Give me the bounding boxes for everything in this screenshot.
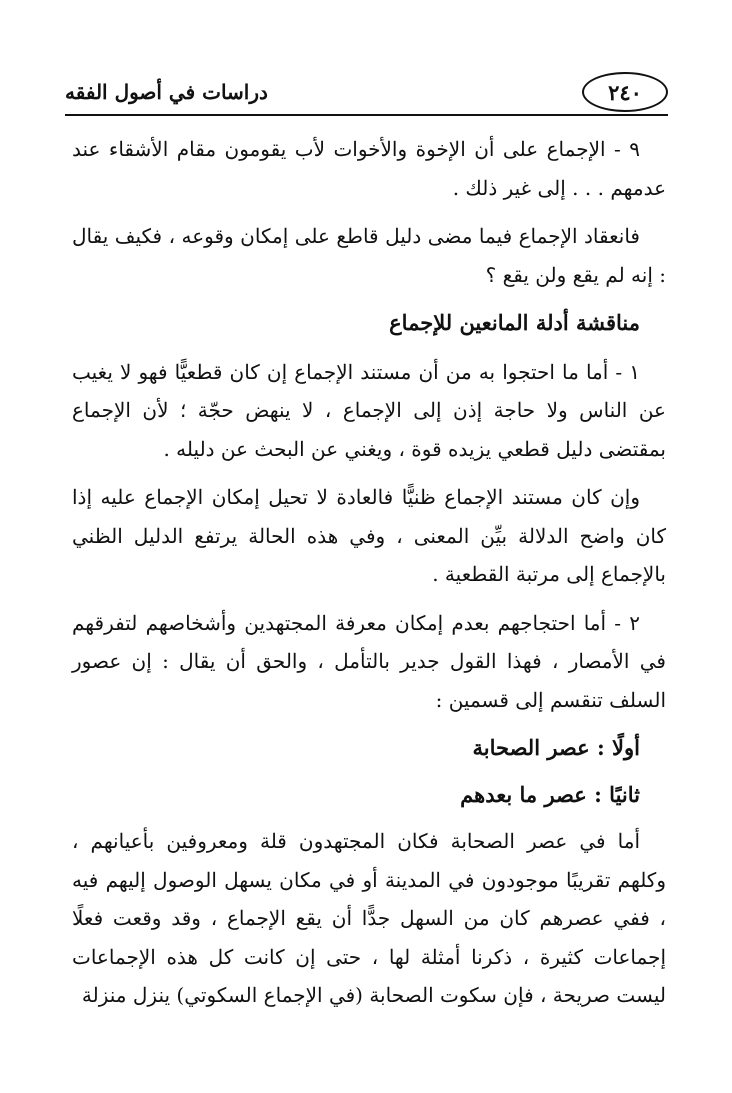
running-title: دراسات في أصول الفقه [65, 80, 268, 104]
main-text [72, 130, 666, 1025]
page-number-badge: ٢٤٠ [582, 72, 668, 112]
paragraph-point-1-cont: وإن كان مستند الإجماع ظنيًّا فالعادة لا تحيل إمكان الإجماع عليه إذا كان واضح الدلالة بيِّن المعنى ، وفي هذه الحالة يرتفع الدليل الظني بالإجماع إلى مرتبة القطعية . [72, 485, 666, 586]
subheading-second: ثانيًا : عصر ما بعدهم [460, 781, 640, 807]
paragraph-item-9: ٩ - الإجماع على أن الإخوة والأخوات لأب يقومون مقام الأشقاء عند عدمهم . . . إلى غير ذلك . [72, 137, 666, 200]
paragraph-companions-era: أما في عصر الصحابة فكان المجتهدون قلة ومعروفين بأعيانهم ، وكلهم تقريبًا موجودون في المدينة أو في مكان يسهل الوصول إليهم فيه ، ففي عصرهم كان من السهل جدًّا أن يقع الإجماع ، وقد وقعت فعلًا إجماعات كثيرة ، ذكرنا أمثلة لها ، حتى إن كانت كل هذه الإجماعات ليست صريحة ، فإن سكوت الصحابة (في الإجماع السكوتي) ينزل منزلة [72, 829, 666, 1007]
paragraph-conclusion: فانعقاد الإجماع فيما مضى دليل قاطع على إمكان وقوعه ، فكيف يقال : إنه لم يقع ولن يقع ؟ [72, 224, 666, 287]
paragraph-point-2: ٢ - أما احتجاجهم بعدم إمكان معرفة المجتهدين وأشخاصهم لتفرقهم في الأمصار ، فهذا القول جدير بالتأمل ، والحق أن يقال : إن عصور السلف تنقسم إلى قسمين : [72, 610, 666, 712]
header-rule [65, 114, 668, 116]
subheading-first: أولًا : عصر الصحابة [472, 735, 640, 760]
page-header [65, 68, 668, 120]
section-heading: مناقشة أدلة المانعين للإجماع [389, 310, 640, 335]
paragraph-point-1: ١ - أما ما احتجوا به من أن مستند الإجماع إن كان قطعيًّا فهو لا يغيب عن الناس ولا حاجة إذن إلى الإجماع ، لا ينهض حجّة ؛ لأن الإجماع بمقتضى دليل قطعي يزيده قوة ، ويغني عن البحث عن دليله . [72, 359, 666, 461]
